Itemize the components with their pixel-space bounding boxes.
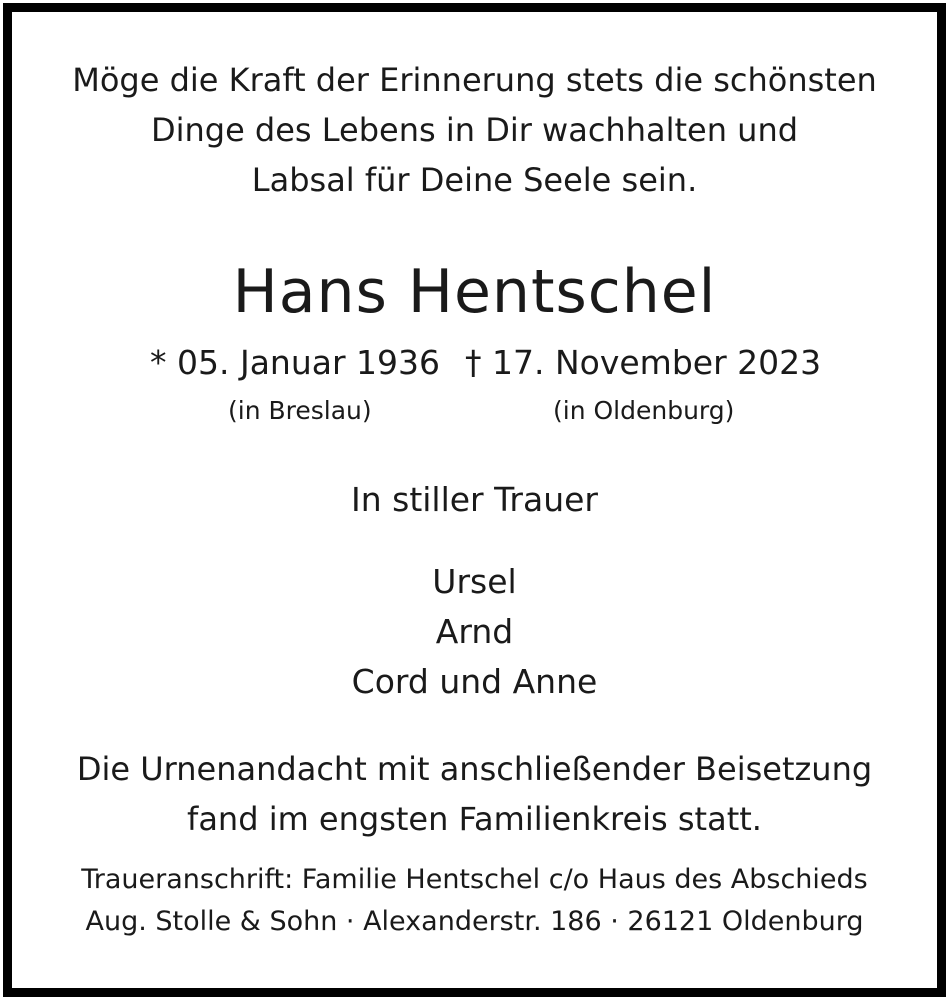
birth-place: (in Breslau) xyxy=(228,396,372,425)
birth-date: * 05. Januar 1936 xyxy=(150,343,441,382)
motto-line-2: Dinge des Lebens in Dir wachhalten und xyxy=(150,111,799,149)
death-place: (in Oldenburg) xyxy=(553,396,735,425)
address-line-2: Aug. Stolle & Sohn · Alexanderstr. 186 · 26121 Oldenburg xyxy=(85,906,864,937)
notice-line-1: Die Urnenandacht mit anschließender Beisetzung xyxy=(76,750,873,788)
deceased-name: Hans Hentschel xyxy=(232,257,717,327)
mourner-2: Arnd xyxy=(435,612,514,651)
address-line-1: Traueranschrift: Familie Hentschel c/o Haus des Abschieds xyxy=(81,864,868,895)
death-date: † 17. November 2023 xyxy=(465,343,822,382)
mourner-3: Cord und Anne xyxy=(351,662,598,701)
motto-line-1: Möge die Kraft der Erinnerung stets die schönsten xyxy=(72,61,877,99)
mourner-1: Ursel xyxy=(432,562,517,601)
notice-line-2: fand im engsten Familienkreis statt. xyxy=(187,800,762,838)
mourning-line: In stiller Trauer xyxy=(350,480,599,519)
motto-line-3: Labsal für Deine Seele sein. xyxy=(251,161,698,199)
